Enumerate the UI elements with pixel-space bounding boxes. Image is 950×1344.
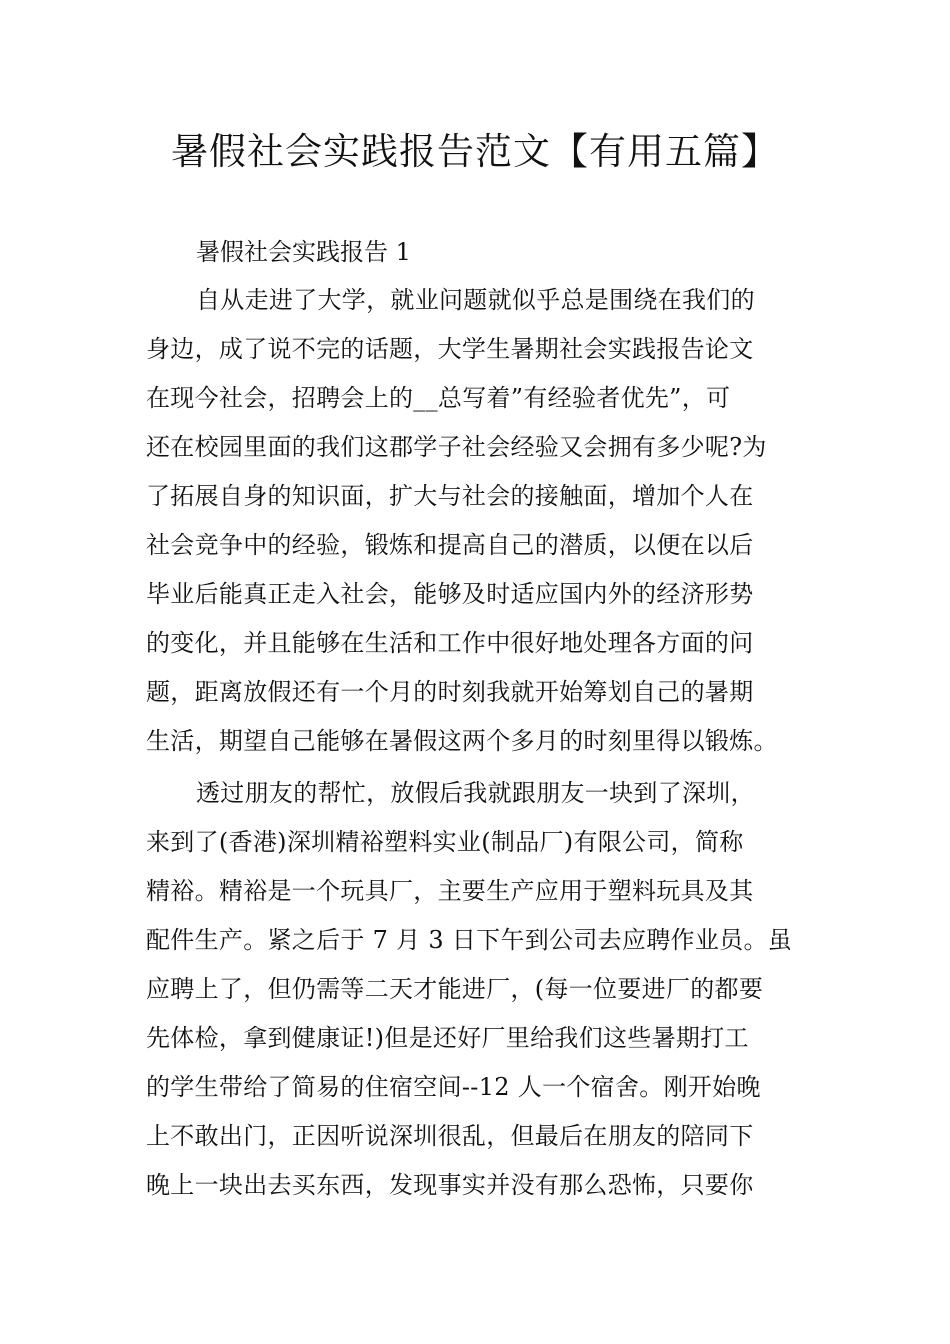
paragraph-line: 的学生带给了简易的住宿空间--12 人一个宿舍。刚开始晚 (146, 1073, 761, 1101)
paragraph-line: 了拓展自身的知识面，扩大与社会的接触面，增加个人在 (146, 482, 754, 510)
paragraph-line: 在现今社会，招聘会上的__总写着”有经验者优先”，可 (146, 384, 731, 412)
paragraph-line: 应聘上了，但仍需等二天才能进厂，(每一位要进厂的都要 (146, 975, 764, 1003)
paragraph-line: 配件生产。紧之后于 7 月 3 日下午到公司去应聘作业员。虽 (146, 926, 793, 954)
paragraph-line: 生活，期望自己能够在暑假这两个多月的时刻里得以锻炼。 (146, 727, 778, 755)
paragraph-line: 自从走进了大学，就业问题就似乎总是围绕在我们的 (196, 286, 755, 314)
paragraph-line: 的变化，并且能够在生活和工作中很好地处理各方面的问 (146, 629, 754, 657)
paragraph-line: 题，距离放假还有一个月的时刻我就开始筹划自己的暑期 (146, 678, 754, 706)
paragraph-line: 晚上一块出去买东西，发现事实并没有那么恐怖，只要你 (146, 1171, 754, 1199)
paragraph-line: 还在校园里面的我们这郡学子社会经验又会拥有多少呢?为 (146, 433, 767, 461)
paragraph-line: 精裕。精裕是一个玩具厂，主要生产应用于塑料玩具及其 (146, 877, 754, 905)
paragraph-line: 毕业后能真正走入社会，能够及时适应国内外的经济形势 (146, 580, 754, 608)
paragraph-line: 身边，成了说不完的话题，大学生暑期社会实践报告论文 (146, 335, 754, 363)
paragraph-line: 来到了(香港)深圳精裕塑料实业(制品厂)有限公司，简称 (146, 828, 744, 856)
paragraph-line: 社会竞争中的经验，锻炼和提高自己的潜质，以便在以后 (146, 531, 754, 559)
section-heading: 暑假社会实践报告 1 (196, 238, 411, 266)
paragraph-line: 先体检，拿到健康证!)但是还好厂里给我们这些暑期打工 (146, 1024, 749, 1052)
paragraph-line: 透过朋友的帮忙，放假后我就跟朋友一块到了深圳， (196, 779, 755, 807)
document-title: 暑假社会实践报告范文【有用五篇】 (171, 130, 779, 173)
paragraph-line: 上不敢出门，正因听说深圳很乱，但最后在朋友的陪同下 (146, 1122, 754, 1150)
